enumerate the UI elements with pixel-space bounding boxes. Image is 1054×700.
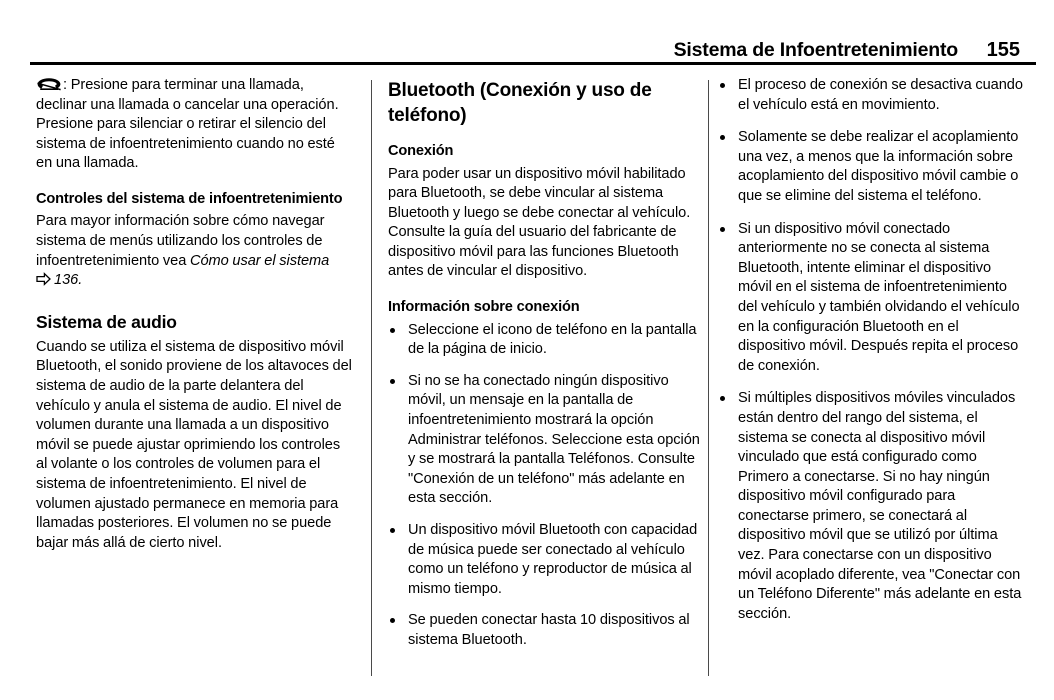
page-columns [0, 76, 1054, 680]
connection-info-bullets-continued [718, 76, 1024, 624]
bullet-dot-icon [390, 528, 395, 533]
controls-paragraph-text: Para mayor información sobre cómo navegar sistema de menús utilizando los controles de infoentretenimiento vea [36, 213, 325, 269]
list-item [388, 372, 706, 509]
list-item [388, 611, 706, 650]
bullet-dot-icon [390, 379, 395, 384]
connection-paragraph: Para poder usar un dispositivo móvil habilitado para Bluetooth, se debe vincular al sistema Bluetooth y luego se debe conectar al vehículo. Consulte la guía del usuario del fabricante de dispositivo móvil para las funciones Bluetooth antes de vincular el dispositivo. [388, 165, 691, 280]
end-call-description-text: : Presione para terminar una llamada, declinar una llamada o cancelar una operación. Presione para silenciar o retirar el silencio del sistema de infoentretenimiento cuando no esté en una llamada. [36, 77, 339, 172]
bullet-dot-icon [720, 396, 725, 401]
bullet-dot-icon [390, 328, 395, 333]
bluetooth-main-heading: Bluetooth (Conexión y uso de teléfono) [388, 80, 652, 126]
connection-info-heading: Información sobre conexión [388, 299, 580, 316]
connection-heading: Conexión [388, 143, 454, 159]
list-item-text: Si no se ha conectado ningún dispositivo móvil, un mensaje en la pantalla de infoentretenimiento mostrará la opción Administrar teléfonos. Seleccione esta opción y se mostrará la pantalla Teléfonos. Consulte "Conexión de un teléfono" más adelante en esta sección. [408, 372, 700, 507]
connection-info-bullets [388, 321, 706, 651]
list-item-text: Solamente se debe realizar el acoplamiento una vez, a menos que la información sobre acoplamiento del dispositivo móvil cambie o que se elimine del sistema el teléfono. [738, 129, 1019, 204]
list-item-text: El proceso de conexión se desactiva cuando el vehículo está en movimiento. [738, 77, 1023, 113]
controls-paragraph [36, 212, 354, 290]
column-3 [718, 76, 1024, 680]
column-divider-1 [371, 80, 372, 676]
bullet-dot-icon [720, 135, 725, 140]
bullet-dot-icon [720, 83, 725, 88]
list-item-text: Se pueden conectar hasta 10 dispositivos al sistema Bluetooth. [408, 612, 690, 648]
header-rule [30, 62, 1036, 65]
audio-system-paragraph: Cuando se utiliza el sistema de dispositivo móvil Bluetooth, el sonido proviene de los altavoces del sistema de audio de la parte delantera del vehículo y anula el sistema de audio. El nivel de volumen durante una llamada a un dispositivo móvil se puede ajustar oprimiendo los controles al volante o los controles de volumen para el sistema de infoentretenimiento. El nivel de volumen ajustado permanece en memoria para llamadas posteriores. El volumen no se puede bajar más allá de cierto nivel. [36, 338, 352, 551]
list-item [388, 321, 706, 360]
bullet-dot-icon [720, 227, 725, 232]
list-item-text: Si un dispositivo móvil conectado anteriormente no se conecta al sistema Bluetooth, intente eliminar el dispositivo móvil en el sistema de infoentretenimiento del vehículo y también olvidando el vehículo en la configuración Bluetooth en el dispositivo móvil. Después repita el proceso de conexión. [738, 220, 1020, 374]
page-title: Sistema de Infoentretenimiento [673, 38, 958, 61]
audio-system-heading: Sistema de audio [36, 311, 177, 332]
page-number: 155 [986, 39, 1020, 61]
column-1 [36, 76, 354, 680]
list-item [718, 220, 1024, 377]
right-arrow-reference-icon [36, 272, 51, 286]
end-call-description [36, 76, 354, 174]
list-item [718, 389, 1024, 624]
list-item-text: Seleccione el icono de teléfono en la pantalla de la página de inicio. [408, 321, 697, 358]
controls-heading: Controles del sistema de infoentretenimiento [36, 190, 343, 207]
column-2 [388, 76, 706, 680]
bullet-dot-icon [390, 618, 395, 623]
list-item [718, 76, 1024, 115]
list-item [718, 128, 1024, 206]
column-divider-2 [708, 80, 709, 676]
controls-reference-page: 136. [54, 272, 83, 289]
end-call-icon [36, 77, 62, 92]
page-header [30, 26, 1036, 60]
list-item-text: Si múltiples dispositivos móviles vinculados están dentro del rango del sistema, el sistema se conecta al dispositivo móvil vinculado que está configurado como Primero a conectarse. Si no hay ningún dispositivo móvil configurado para conectarse primero, se conectará al dispositivo móvil que se utilizó por última vez. Para conectarse con un dispositivo móvil acoplado diferente, vea "Conectar con un Teléfono Diferente" más adelante en esta sección. [738, 390, 1022, 622]
list-item [388, 521, 706, 599]
list-item-text: Un dispositivo móvil Bluetooth con capacidad de música puede ser conectado al vehículo como un teléfono y reproductor de música al mismo tiempo. [408, 521, 698, 597]
controls-italic-reference: Cómo usar el sistema [189, 252, 330, 269]
